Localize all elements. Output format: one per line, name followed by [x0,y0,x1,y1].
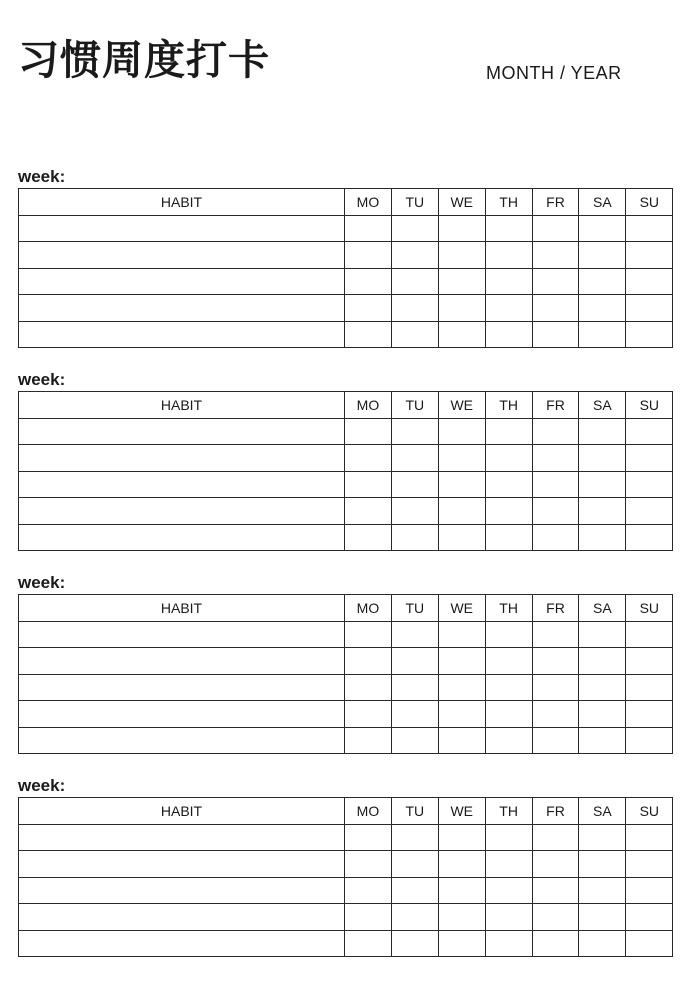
checkin-cell-fr[interactable] [532,242,579,269]
checkin-cell-mo[interactable] [345,621,392,648]
checkin-cell-su[interactable] [626,471,673,498]
checkin-cell-th[interactable] [485,418,532,445]
day-header-sa: SA [579,798,626,825]
checkin-cell-su[interactable] [626,321,673,348]
day-header-th: TH [485,189,532,216]
checkin-cell-su[interactable] [626,824,673,851]
table-row [19,904,673,931]
checkin-cell-fr[interactable] [532,268,579,295]
checkin-cell-sa[interactable] [579,321,626,348]
checkin-cell-mo[interactable] [345,727,392,754]
table-row [19,701,673,728]
table-row [19,851,673,878]
day-header-we: WE [438,392,485,419]
checkin-cell-th[interactable] [485,824,532,851]
checkin-cell-we[interactable] [438,498,485,525]
checkin-cell-sa[interactable] [579,904,626,931]
checkin-cell-tu[interactable] [391,268,438,295]
week-label: week: [18,167,66,186]
checkin-cell-tu[interactable] [391,904,438,931]
checkin-cell-th[interactable] [485,851,532,878]
habit-table [18,594,673,754]
checkin-cell-fr[interactable] [532,524,579,551]
habit-table [18,188,673,348]
habit-cell[interactable] [19,824,345,851]
week-label: week: [18,370,66,389]
checkin-cell-th[interactable] [485,621,532,648]
checkin-cell-fr[interactable] [532,904,579,931]
habit-cell[interactable] [19,701,345,728]
habit-cell[interactable] [19,215,345,242]
habit-cell[interactable] [19,727,345,754]
header-row [19,595,673,622]
habit-header: HABIT [19,595,345,622]
table-row [19,321,673,348]
checkin-cell-sa[interactable] [579,701,626,728]
day-header-fr: FR [532,595,579,622]
checkin-cell-we[interactable] [438,242,485,269]
checkin-cell-tu[interactable] [391,445,438,472]
checkin-cell-we[interactable] [438,930,485,957]
checkin-cell-sa[interactable] [579,621,626,648]
checkin-cell-we[interactable] [438,701,485,728]
table-row [19,295,673,322]
checkin-cell-mo[interactable] [345,242,392,269]
habit-header: HABIT [19,798,345,825]
day-header-tu: TU [391,189,438,216]
checkin-cell-su[interactable] [626,621,673,648]
day-header-sa: SA [579,189,626,216]
table-row [19,824,673,851]
checkin-cell-su[interactable] [626,877,673,904]
day-header-tu: TU [391,392,438,419]
checkin-cell-sa[interactable] [579,242,626,269]
checkin-cell-fr[interactable] [532,851,579,878]
week-block [18,775,672,957]
habit-table [18,797,673,957]
checkin-cell-fr[interactable] [532,648,579,675]
checkin-cell-mo[interactable] [345,498,392,525]
habit-header: HABIT [19,392,345,419]
checkin-cell-tu[interactable] [391,851,438,878]
checkin-cell-su[interactable] [626,674,673,701]
checkin-cell-mo[interactable] [345,524,392,551]
checkin-cell-mo[interactable] [345,215,392,242]
day-header-th: TH [485,595,532,622]
page-title: 习惯周度打卡 [18,36,270,84]
checkin-cell-sa[interactable] [579,498,626,525]
checkin-cell-fr[interactable] [532,727,579,754]
checkin-cell-tu[interactable] [391,295,438,322]
checkin-cell-mo[interactable] [345,471,392,498]
checkin-cell-th[interactable] [485,268,532,295]
habit-cell[interactable] [19,877,345,904]
checkin-cell-fr[interactable] [532,215,579,242]
day-header-mo: MO [345,189,392,216]
checkin-cell-th[interactable] [485,498,532,525]
checkin-cell-tu[interactable] [391,877,438,904]
habit-cell[interactable] [19,242,345,269]
day-header-su: SU [626,798,673,825]
day-header-we: WE [438,595,485,622]
checkin-cell-mo[interactable] [345,321,392,348]
day-header-mo: MO [345,595,392,622]
table-row [19,471,673,498]
checkin-cell-th[interactable] [485,904,532,931]
day-header-su: SU [626,189,673,216]
checkin-cell-fr[interactable] [532,321,579,348]
checkin-cell-th[interactable] [485,445,532,472]
checkin-cell-th[interactable] [485,877,532,904]
checkin-cell-fr[interactable] [532,674,579,701]
checkin-cell-tu[interactable] [391,621,438,648]
day-header-mo: MO [345,798,392,825]
habit-cell[interactable] [19,674,345,701]
checkin-cell-sa[interactable] [579,930,626,957]
checkin-cell-mo[interactable] [345,295,392,322]
day-header-tu: TU [391,798,438,825]
habit-cell[interactable] [19,621,345,648]
checkin-cell-fr[interactable] [532,295,579,322]
table-row [19,242,673,269]
week-block [18,166,672,348]
checkin-cell-su[interactable] [626,295,673,322]
checkin-cell-sa[interactable] [579,727,626,754]
checkin-cell-we[interactable] [438,851,485,878]
header-row [19,392,673,419]
checkin-cell-sa[interactable] [579,877,626,904]
habit-cell[interactable] [19,445,345,472]
table-row [19,418,673,445]
checkin-cell-fr[interactable] [532,877,579,904]
habit-cell[interactable] [19,418,345,445]
checkin-cell-su[interactable] [626,445,673,472]
checkin-cell-tu[interactable] [391,824,438,851]
week-block [18,572,672,754]
checkin-cell-fr[interactable] [532,445,579,472]
checkin-cell-we[interactable] [438,621,485,648]
checkin-cell-mo[interactable] [345,851,392,878]
checkin-cell-su[interactable] [626,268,673,295]
checkin-cell-tu[interactable] [391,471,438,498]
checkin-cell-su[interactable] [626,418,673,445]
checkin-cell-tu[interactable] [391,727,438,754]
checkin-cell-fr[interactable] [532,471,579,498]
checkin-cell-we[interactable] [438,321,485,348]
checkin-cell-su[interactable] [626,727,673,754]
checkin-cell-su[interactable] [626,851,673,878]
checkin-cell-fr[interactable] [532,418,579,445]
checkin-cell-mo[interactable] [345,824,392,851]
checkin-cell-we[interactable] [438,295,485,322]
table-row [19,215,673,242]
table-row [19,445,673,472]
day-header-fr: FR [532,798,579,825]
habit-cell[interactable] [19,498,345,525]
month-year-label: MONTH / YEAR [486,63,622,83]
checkin-cell-mo[interactable] [345,418,392,445]
checkin-cell-su[interactable] [626,930,673,957]
checkin-cell-tu[interactable] [391,321,438,348]
checkin-cell-sa[interactable] [579,445,626,472]
checkin-cell-mo[interactable] [345,268,392,295]
checkin-cell-sa[interactable] [579,215,626,242]
header-row [19,189,673,216]
checkin-cell-sa[interactable] [579,824,626,851]
checkin-cell-th[interactable] [485,242,532,269]
checkin-cell-mo[interactable] [345,877,392,904]
table-row [19,268,673,295]
day-header-su: SU [626,392,673,419]
table-row [19,648,673,675]
week-block [18,369,672,551]
checkin-cell-su[interactable] [626,242,673,269]
checkin-cell-su[interactable] [626,498,673,525]
checkin-cell-we[interactable] [438,877,485,904]
day-header-su: SU [626,595,673,622]
table-row [19,674,673,701]
habit-cell[interactable] [19,524,345,551]
checkin-cell-fr[interactable] [532,824,579,851]
week-label: week: [18,776,66,795]
checkin-cell-th[interactable] [485,471,532,498]
table-row [19,727,673,754]
checkin-cell-su[interactable] [626,701,673,728]
checkin-cell-sa[interactable] [579,524,626,551]
day-header-th: TH [485,798,532,825]
day-header-th: TH [485,392,532,419]
checkin-cell-su[interactable] [626,648,673,675]
checkin-cell-th[interactable] [485,215,532,242]
checkin-cell-mo[interactable] [345,904,392,931]
checkin-cell-tu[interactable] [391,930,438,957]
habit-cell[interactable] [19,321,345,348]
header-row [19,798,673,825]
table-row [19,930,673,957]
checkin-cell-we[interactable] [438,524,485,551]
day-header-we: WE [438,189,485,216]
checkin-cell-we[interactable] [438,824,485,851]
habit-cell[interactable] [19,268,345,295]
checkin-cell-sa[interactable] [579,268,626,295]
checkin-cell-fr[interactable] [532,498,579,525]
day-header-we: WE [438,798,485,825]
checkin-cell-su[interactable] [626,215,673,242]
checkin-cell-we[interactable] [438,471,485,498]
day-header-fr: FR [532,392,579,419]
checkin-cell-th[interactable] [485,701,532,728]
habit-cell[interactable] [19,851,345,878]
table-row [19,621,673,648]
checkin-cell-tu[interactable] [391,215,438,242]
checkin-cell-th[interactable] [485,648,532,675]
checkin-cell-sa[interactable] [579,674,626,701]
checkin-cell-we[interactable] [438,904,485,931]
week-label: week: [18,573,66,592]
checkin-cell-th[interactable] [485,295,532,322]
habit-cell[interactable] [19,930,345,957]
habit-cell[interactable] [19,471,345,498]
checkin-cell-mo[interactable] [345,648,392,675]
checkin-cell-th[interactable] [485,930,532,957]
checkin-cell-mo[interactable] [345,930,392,957]
checkin-cell-th[interactable] [485,674,532,701]
table-row [19,524,673,551]
checkin-cell-we[interactable] [438,215,485,242]
checkin-cell-tu[interactable] [391,701,438,728]
checkin-cell-th[interactable] [485,524,532,551]
habit-cell[interactable] [19,904,345,931]
checkin-cell-we[interactable] [438,648,485,675]
checkin-cell-we[interactable] [438,268,485,295]
checkin-cell-mo[interactable] [345,674,392,701]
checkin-cell-su[interactable] [626,524,673,551]
checkin-cell-sa[interactable] [579,295,626,322]
checkin-cell-mo[interactable] [345,445,392,472]
checkin-cell-th[interactable] [485,727,532,754]
day-header-sa: SA [579,392,626,419]
checkin-cell-tu[interactable] [391,674,438,701]
checkin-cell-we[interactable] [438,674,485,701]
checkin-cell-sa[interactable] [579,648,626,675]
checkin-cell-th[interactable] [485,321,532,348]
checkin-cell-fr[interactable] [532,701,579,728]
habit-cell[interactable] [19,295,345,322]
table-row [19,498,673,525]
checkin-cell-we[interactable] [438,445,485,472]
checkin-cell-fr[interactable] [532,621,579,648]
checkin-cell-sa[interactable] [579,851,626,878]
checkin-cell-we[interactable] [438,727,485,754]
day-header-mo: MO [345,392,392,419]
day-header-sa: SA [579,595,626,622]
checkin-cell-sa[interactable] [579,471,626,498]
checkin-cell-sa[interactable] [579,418,626,445]
day-header-tu: TU [391,595,438,622]
checkin-cell-mo[interactable] [345,701,392,728]
table-row [19,877,673,904]
checkin-cell-tu[interactable] [391,648,438,675]
checkin-cell-fr[interactable] [532,930,579,957]
checkin-cell-tu[interactable] [391,242,438,269]
habit-cell[interactable] [19,648,345,675]
checkin-cell-su[interactable] [626,904,673,931]
day-header-fr: FR [532,189,579,216]
habit-header: HABIT [19,189,345,216]
checkin-cell-tu[interactable] [391,418,438,445]
checkin-cell-we[interactable] [438,418,485,445]
checkin-cell-tu[interactable] [391,524,438,551]
habit-table [18,391,673,551]
checkin-cell-tu[interactable] [391,498,438,525]
